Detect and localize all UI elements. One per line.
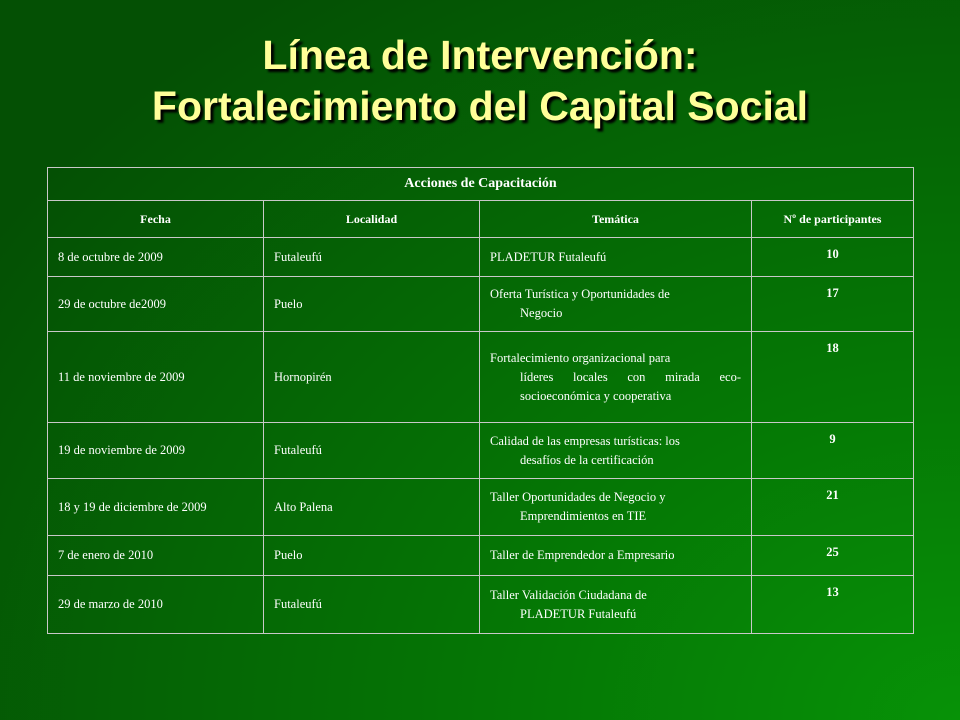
- cell-participantes: 10: [752, 238, 914, 277]
- cell-localidad: Futaleufú: [264, 238, 480, 277]
- cell-participantes: 17: [752, 277, 914, 332]
- table-row: [48, 332, 914, 423]
- cell-participantes: 18: [752, 332, 914, 423]
- tematica-first-line: Oferta Turística y Oportunidades de: [490, 287, 670, 301]
- title-line-1: Línea de Intervención:: [262, 32, 698, 78]
- cell-tematica: [480, 479, 752, 536]
- table-row: [48, 479, 914, 536]
- cell-localidad: Hornopirén: [264, 332, 480, 423]
- tematica-continuation: líderes locales con mirada eco-socioeconómica y cooperativa: [520, 369, 741, 403]
- tematica-continuation: PLADETUR Futaleufú: [520, 606, 637, 621]
- header-participantes: Nº de participantes: [752, 201, 914, 238]
- tematica-first-line: PLADETUR Futaleufú: [490, 249, 607, 264]
- table-row: [48, 238, 914, 277]
- table-row: [48, 536, 914, 576]
- table-row: [48, 576, 914, 634]
- cell-fecha: 29 de marzo de 2010: [48, 576, 264, 634]
- cell-tematica: [480, 423, 752, 479]
- cell-tematica: [480, 238, 752, 277]
- cell-fecha: 19 de noviembre de 2009: [48, 423, 264, 479]
- tematica-continuation: Emprendimientos en TIE: [520, 509, 647, 523]
- cell-tematica: [480, 332, 752, 423]
- tematica-continuation: desafíos de la certificación: [520, 452, 654, 467]
- table-caption-row: [48, 168, 914, 201]
- cell-fecha: 29 de octubre de2009: [48, 277, 264, 332]
- cell-tematica: [480, 576, 752, 634]
- cell-localidad: Puelo: [264, 536, 480, 576]
- cell-participantes: 25: [752, 536, 914, 576]
- tematica-first-line: Fortalecimiento organizacional para: [490, 350, 671, 365]
- tematica-continuation: Negocio: [520, 306, 563, 320]
- cell-participantes: 13: [752, 576, 914, 634]
- cell-participantes: 21: [752, 479, 914, 536]
- header-tematica: Temática: [480, 201, 752, 238]
- header-fecha: Fecha: [48, 201, 264, 238]
- cell-fecha: 18 y 19 de diciembre de 2009: [48, 479, 264, 536]
- tematica-first-line: Calidad de las empresas turísticas: los: [490, 433, 680, 448]
- tematica-first-line: Taller Oportunidades de Negocio y: [490, 490, 666, 504]
- cell-localidad: Futaleufú: [264, 576, 480, 634]
- cell-tematica: [480, 277, 752, 332]
- cell-tematica: [480, 536, 752, 576]
- capacitacion-table-container: [47, 167, 913, 634]
- cell-localidad: Puelo: [264, 277, 480, 332]
- table-header-row: [48, 201, 914, 238]
- header-localidad: Localidad: [264, 201, 480, 238]
- table-row: [48, 423, 914, 479]
- cell-fecha: 7 de enero de 2010: [48, 536, 264, 576]
- cell-participantes: 9: [752, 423, 914, 479]
- tematica-first-line: Taller de Emprendedor a Empresario: [490, 548, 675, 562]
- cell-fecha: 8 de octubre de 2009: [48, 238, 264, 277]
- cell-localidad: Alto Palena: [264, 479, 480, 536]
- cell-fecha: 11 de noviembre de 2009: [48, 332, 264, 423]
- cell-localidad: Futaleufú: [264, 423, 480, 479]
- capacitacion-table: [47, 167, 914, 634]
- title-line-2: Fortalecimiento del Capital Social: [151, 83, 809, 129]
- table-row: [48, 277, 914, 332]
- table-caption: Acciones de Capacitación: [48, 168, 914, 201]
- tematica-first-line: Taller Validación Ciudadana de: [490, 587, 647, 602]
- slide-title: [0, 30, 960, 132]
